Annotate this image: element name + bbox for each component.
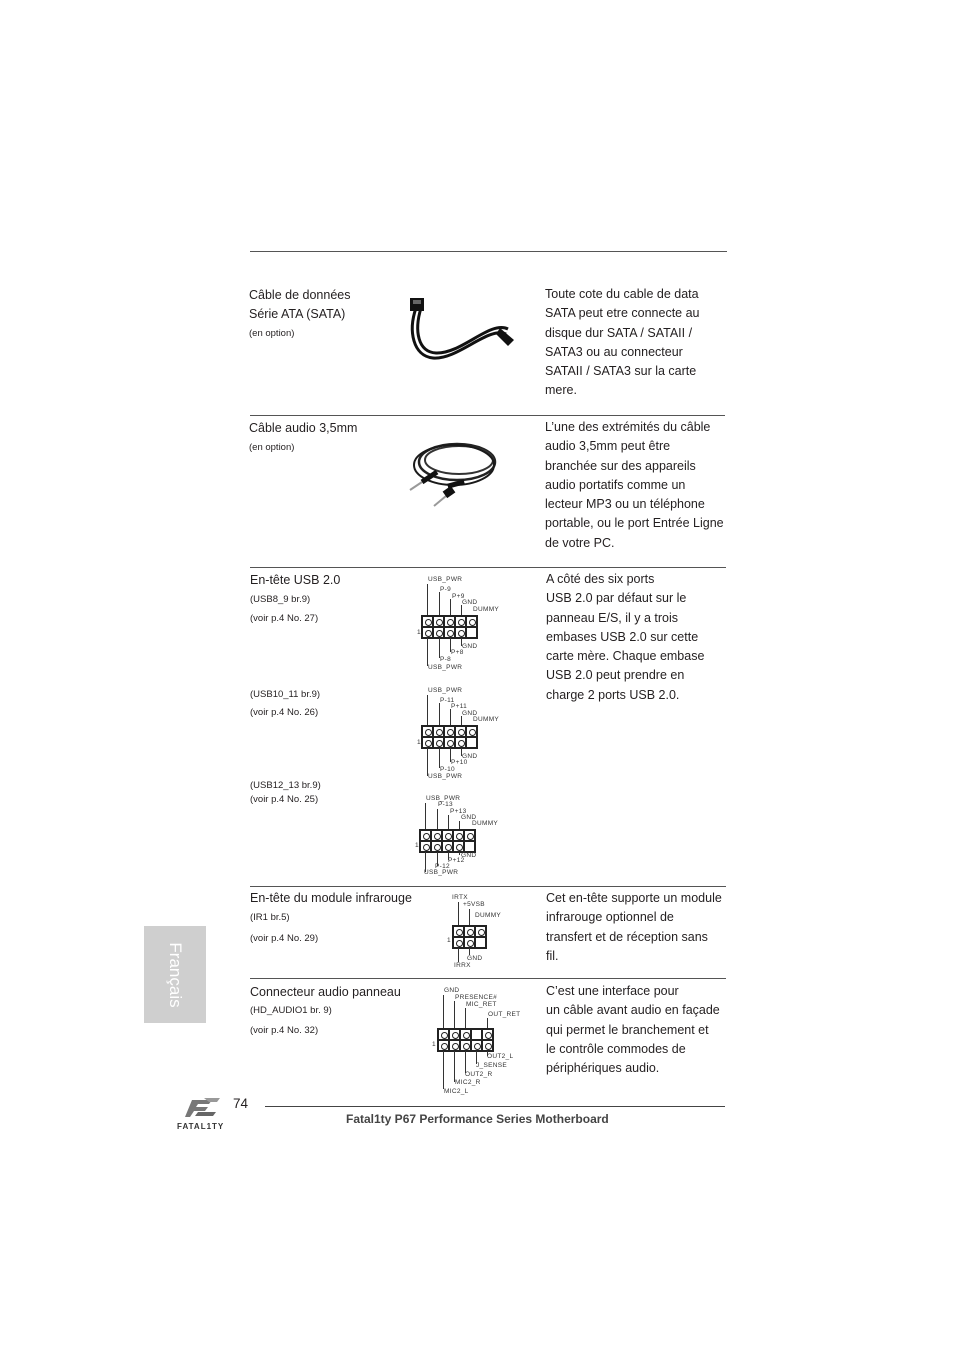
pin-label: USB_PWR — [424, 869, 459, 876]
audio-cable-image — [402, 432, 502, 514]
audio-desc-line: portable, ou le port Entrée Ligne — [545, 516, 724, 531]
pin — [449, 1029, 460, 1040]
sata-desc-line: disque dur SATA / SATAII / — [545, 325, 693, 340]
footer-logo-text: FATAL1TY — [177, 1122, 225, 1131]
pin-label: GND — [461, 852, 477, 859]
pin-label: P-10 — [440, 766, 455, 773]
pin — [464, 830, 475, 841]
hd-audio-description — [546, 982, 728, 1078]
pin-label: P+12 — [448, 857, 465, 864]
pin-label: USB_PWR — [428, 687, 463, 694]
pin-label: +5VSB — [463, 901, 485, 908]
pin-lead — [454, 1001, 455, 1028]
pin-label: DUMMY — [473, 716, 500, 723]
audio-desc-line: audio portatifs comme un — [545, 477, 686, 492]
pin-lead — [427, 638, 428, 666]
hd-audio-ref: (voir p.4 No. 32) — [250, 1025, 319, 1036]
pin-label: DUMMY — [473, 606, 500, 613]
pin-one-label: 1 — [417, 629, 421, 636]
pin-label: P-13 — [438, 801, 453, 808]
pin-lead — [459, 852, 460, 855]
ir-description — [546, 889, 726, 966]
audio-desc-line: branchée sur des appareils — [545, 458, 696, 473]
pin-lead — [469, 948, 470, 955]
usb-desc-line: carte mère. Chaque embase — [546, 649, 705, 664]
usb-desc-line: panneau E/S, il y a trois — [546, 610, 679, 625]
ir-header-connector — [452, 925, 487, 949]
hd-audio-desc-line: le contrôle commodes de — [546, 1041, 686, 1056]
usb-header-ref: (voir p.4 No. 26) — [250, 707, 319, 718]
usb-header-name: (USB8_9 br.9) — [250, 594, 311, 605]
audio-desc-line: de votre PC. — [545, 535, 615, 550]
pin-label: P-11 — [440, 697, 455, 704]
pin-label: P-12 — [435, 863, 450, 870]
pin-one-label: 1 — [415, 842, 419, 849]
usb-desc-line: USB 2.0 peut prendre en — [546, 668, 685, 683]
pin — [444, 616, 455, 627]
sata-cable-image — [388, 296, 524, 366]
pin-label: USB_PWR — [428, 664, 463, 671]
ir-desc-line: infrarouge optionnel de — [546, 910, 674, 925]
pin-lead — [439, 592, 440, 615]
pin — [433, 737, 444, 748]
hd-audio-desc-line: C’est une interface pour — [546, 984, 679, 998]
pin — [455, 737, 466, 748]
pin-lead — [427, 584, 428, 615]
pin-label: MIC2_R — [455, 1079, 481, 1086]
pin — [433, 616, 444, 627]
pin — [420, 841, 431, 852]
pin-label: USB_PWR — [428, 773, 463, 780]
pin — [433, 726, 444, 737]
audio-cable-description — [545, 418, 730, 553]
pin — [453, 926, 464, 937]
ir-name: (IR1 br.5) — [250, 912, 290, 923]
pin — [460, 1029, 471, 1040]
usb-header-connector — [419, 829, 476, 853]
pin-label: GND — [462, 643, 478, 650]
pin-one-label: 1 — [417, 739, 421, 746]
ir-ref: (voir p.4 No. 29) — [250, 933, 319, 944]
pin — [442, 830, 453, 841]
divider — [250, 978, 726, 979]
pin-lead — [465, 1051, 466, 1073]
pin-one-label: 1 — [432, 1041, 436, 1048]
pin-label: GND — [462, 753, 478, 760]
pin-label: J_SENSE — [476, 1062, 508, 1069]
pin-lead — [439, 638, 440, 658]
footer-title: Fatal1ty P67 Performance Series Motherboard — [346, 1112, 609, 1126]
pin-label: USB_PWR — [426, 795, 461, 802]
pin — [438, 1029, 449, 1040]
pin — [466, 616, 477, 627]
pin — [466, 726, 477, 737]
pin-label: GND — [461, 814, 477, 821]
pin-label: MIC2_L — [444, 1088, 469, 1095]
hd-audio-desc-line: périphériques audio. — [546, 1061, 660, 1076]
pin-lead — [487, 1018, 488, 1028]
pin-lead — [437, 809, 438, 829]
top-rule — [250, 251, 727, 252]
pin — [422, 726, 433, 737]
pin — [442, 841, 453, 852]
pin-lead — [425, 803, 426, 829]
audio-desc-line: L’une des extrémités du câble — [545, 420, 711, 434]
pin-lead — [454, 1051, 455, 1082]
usb-desc-line: charge 2 ports USB 2.0. — [546, 687, 680, 702]
pin — [438, 1040, 449, 1051]
pin — [431, 841, 442, 852]
sata-desc-line: mere. — [545, 383, 577, 398]
pin-lead — [448, 815, 449, 829]
usb-description — [546, 570, 726, 705]
pin-label: OUT_RET — [488, 1011, 521, 1018]
pin — [466, 737, 477, 748]
pin-label: GND — [444, 987, 460, 994]
pin-lead — [458, 948, 459, 962]
pin-label: GND — [467, 955, 483, 962]
pin — [460, 1040, 471, 1051]
hd-audio-desc-line: qui permet le branchement et — [546, 1022, 709, 1037]
sata-description — [545, 285, 715, 401]
pin — [433, 627, 444, 638]
pin-label: OUT2_R — [465, 1071, 493, 1078]
pin-label: P+9 — [452, 593, 465, 600]
pin-lead — [427, 748, 428, 776]
pin-lead — [439, 703, 440, 725]
sata-title-line2: Série ATA (SATA) — [249, 307, 346, 321]
divider — [250, 886, 726, 887]
pin — [444, 726, 455, 737]
pin — [475, 926, 486, 937]
pin-label: DUMMY — [475, 912, 502, 919]
audio-cable-option: (en option) — [249, 442, 295, 453]
ir-desc-line: fil. — [546, 948, 559, 963]
language-side-tab — [144, 926, 206, 1023]
pin-label: P-9 — [440, 586, 452, 593]
usb-header-name: (USB12_13 br.9) — [250, 780, 321, 791]
language-label: Français — [166, 941, 185, 1008]
pin-lead — [465, 1008, 466, 1028]
pin-label: GND — [462, 599, 478, 606]
usb-desc-line: USB 2.0 par défaut sur le — [546, 591, 687, 606]
pin — [431, 830, 442, 841]
pin — [455, 627, 466, 638]
pin — [455, 616, 466, 627]
pin-lead — [469, 909, 470, 925]
usb-header-ref: (voir p.4 No. 25) — [250, 794, 319, 805]
footer-rule — [265, 1106, 725, 1107]
usb-header-connector — [421, 725, 478, 749]
pin — [482, 1029, 493, 1040]
usb-desc-line: embases USB 2.0 sur cette — [546, 629, 699, 644]
usb-desc-line: A côté des six ports — [546, 572, 655, 586]
pin — [444, 737, 455, 748]
pin — [444, 627, 455, 638]
usb-title: En-tête USB 2.0 — [250, 573, 341, 587]
pin-lead — [458, 902, 459, 925]
sata-desc-line: SATAII / SATA3 sur la carte — [545, 364, 697, 379]
divider — [250, 415, 725, 416]
pin — [464, 841, 475, 852]
audio-cable-title: Câble audio 3,5mm — [249, 421, 358, 435]
hd-audio-name: (HD_AUDIO1 br. 9) — [250, 1005, 332, 1016]
pin — [449, 1040, 460, 1051]
pin-lead — [450, 599, 451, 615]
pin-lead — [461, 716, 462, 725]
pin-lead — [427, 695, 428, 725]
pin — [422, 627, 433, 638]
hd-audio-header-connector — [437, 1028, 494, 1052]
pin-label: DUMMY — [472, 820, 499, 827]
pin — [464, 926, 475, 937]
hd-audio-title: Connecteur audio panneau — [250, 985, 401, 999]
pin — [422, 616, 433, 627]
sata-title-line1: Câble de données — [249, 288, 351, 302]
usb-header-name: (USB10_11 br.9) — [250, 689, 321, 700]
pin-lead — [459, 821, 460, 829]
pin-label: IRRX — [454, 962, 471, 969]
pin — [482, 1040, 493, 1051]
sata-desc-line: Toute cote du cable de data — [545, 287, 699, 301]
pin — [471, 1040, 482, 1051]
pin-label: P+11 — [451, 703, 468, 710]
audio-desc-line: lecteur MP3 ou un téléphone — [545, 497, 705, 512]
audio-desc-line: audio 3,5mm peut être — [545, 439, 671, 454]
sata-option: (en option) — [249, 328, 295, 339]
pin — [475, 937, 486, 948]
usb-header-connector — [421, 615, 478, 639]
pin-label: IRTX — [452, 894, 468, 901]
pin-label: P+10 — [451, 759, 468, 766]
pin — [453, 830, 464, 841]
divider — [250, 567, 726, 568]
pin-lead — [461, 605, 462, 615]
ir-title: En-tête du module infrarouge — [250, 891, 412, 905]
pin — [453, 937, 464, 948]
pin-label: P-8 — [440, 656, 452, 663]
pin-lead — [443, 995, 444, 1028]
pin-label: MIC_RET — [466, 1001, 497, 1008]
pin-lead — [443, 1051, 444, 1089]
sata-desc-line: SATA peut etre connecte au — [545, 306, 700, 321]
pin — [464, 937, 475, 948]
pin — [420, 830, 431, 841]
pin-lead — [439, 748, 440, 768]
pin-label: USB_PWR — [428, 576, 463, 583]
usb-header-ref: (voir p.4 No. 27) — [250, 613, 319, 624]
ir-desc-line: Cet en-tête supporte un module — [546, 891, 722, 905]
page-number: 74 — [233, 1096, 249, 1111]
pin — [455, 726, 466, 737]
sata-desc-line: SATA3 ou au connecteur — [545, 344, 683, 359]
pin-label: OUT2_L — [487, 1053, 514, 1060]
pin-label: P+8 — [451, 649, 464, 656]
pin — [466, 627, 477, 638]
pin-one-label: 1 — [447, 937, 451, 944]
pin — [453, 841, 464, 852]
pin — [422, 737, 433, 748]
pin-label: GND — [462, 710, 478, 717]
pin-label: PRESENCE# — [455, 994, 498, 1001]
pin-lead — [450, 709, 451, 725]
pin — [471, 1029, 482, 1040]
hd-audio-desc-line: un câble avant audio en façade — [546, 1003, 720, 1018]
ir-desc-line: transfert et de réception sans — [546, 929, 708, 944]
pin-label: P+13 — [450, 808, 467, 815]
